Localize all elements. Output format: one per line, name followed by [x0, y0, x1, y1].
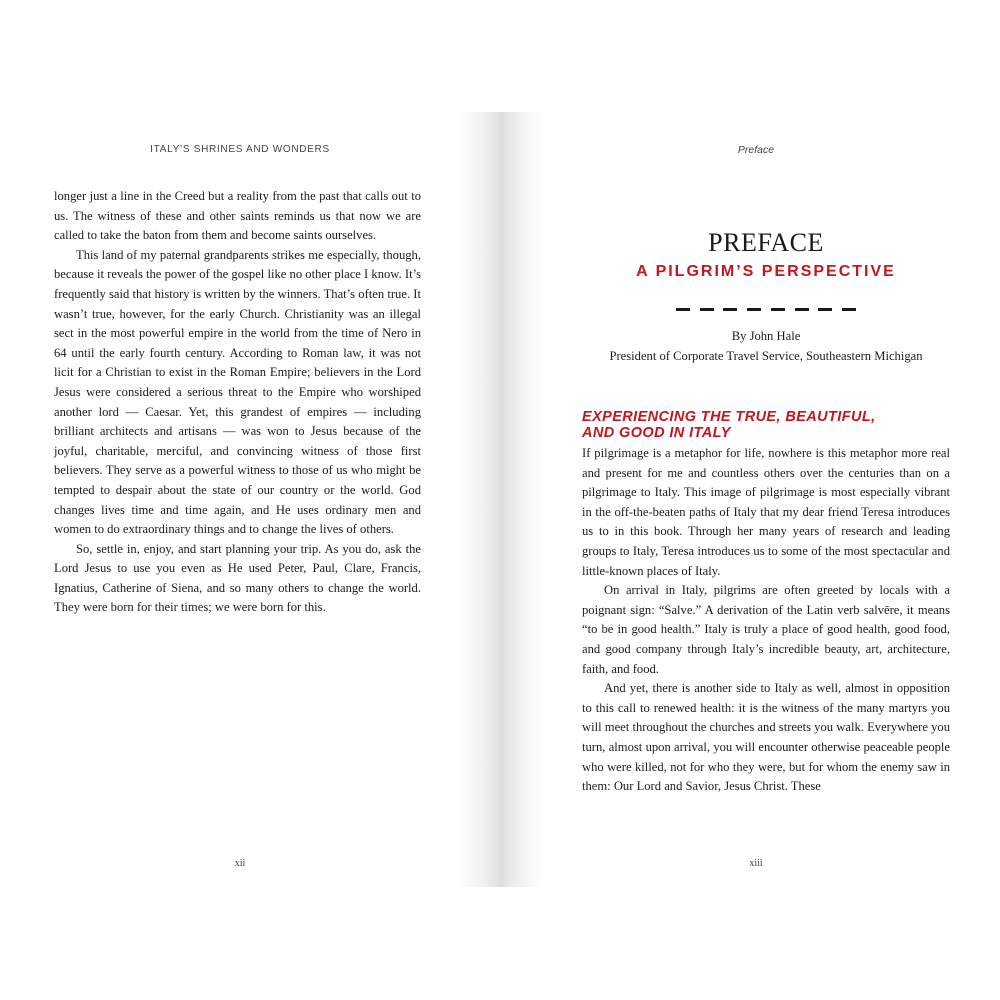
- chapter-title: PREFACE: [708, 228, 824, 257]
- left-running-head: ITALY’S SHRINES AND WONDERS: [150, 144, 330, 155]
- paragraph: longer just a line in the Creed but a reality from the past that calls out to us. The witness of these and other saints reminds us that now we are called to take the baton from them and become saints ourselves.: [54, 189, 421, 243]
- byline-name: By John Hale: [731, 329, 801, 343]
- byline: [582, 327, 950, 366]
- left-page-number: xii: [234, 858, 246, 869]
- right-page-number: xiii: [749, 858, 763, 869]
- paragraph: So, settle in, enjoy, and start planning your trip. As you do, ask the Lord Jesus to use you even as He used Peter, Paul, Clare, Francis, Ignatius, Catherine of Siena, and so many others to change the world. They were born for their times; we were born for this.: [54, 541, 421, 615]
- section-heading-line-2: AND GOOD IN ITALY: [582, 425, 731, 441]
- section-heading: [582, 409, 950, 441]
- right-body-text: [582, 444, 950, 797]
- right-page: [460, 0, 1000, 1000]
- right-running-head: Preface: [737, 144, 775, 156]
- dashed-divider: [676, 308, 856, 312]
- paragraph: If pilgrimage is a metaphor for life, nowhere is this metaphor more real and present for me and countless others over the centuries than on a pilgrimage to Italy. This image of pilgrimage is most especially vibrant in the off-the-beaten paths of Italy that my dear friend Teresa introduces us to in this book. Through her many years of research and leading groups to Italy, Teresa introduces us to some of the most spectacular and little-known places of Italy.: [582, 446, 950, 578]
- left-body-text: [54, 187, 421, 618]
- chapter-subtitle: A PILGRIM’S PERSPECTIVE: [636, 263, 896, 280]
- left-page: [0, 0, 460, 1000]
- paragraph: This land of my paternal grandparents strikes me especially, though, because it reveals the power of the gospel like no other place I know. It’s frequently said that history is written by the winners. That’s often true. It wasn’t true, however, for the early Church. Christianity was an illegal sect in the most powerful empire in the world from the time of Nero in 64 until the early fourth century. According to Roman law, it was not licit for a Christian to exist in the Roman Empire; believers in the Lord Jesus were considered a serious threat to the Empire who worshiped another lord — Caesar. Yet, this grandest of empires — including brilliant architects and artisans — was won to Jesus because of the joyful, charitable, merciful, and convincing witness of those first believers. They serve as a powerful witness to those of us who might be tempted to despair about the state of our country or the world. God changes lives time and time again, and He uses ordinary men and women to do extraordinary things and to change the lives of others.: [54, 247, 421, 537]
- paragraph: On arrival in Italy, pilgrims are often greeted by locals with a poignant sign: “Salve.” A derivation of the Latin verb salvēre, it means “to be in good health.” Italy is truly a place of good health, good food, and good company through Italy’s incredible beauty, art, architecture, faith, and food.: [582, 583, 950, 676]
- byline-role: President of Corporate Travel Service, Southeastern Michigan: [609, 348, 923, 363]
- paragraph: And yet, there is another side to Italy as well, almost in opposition to this call to renewed health: it is the witness of the many martyrs you will meet throughout the churches and streets you walk. Everywhere you turn, almost upon arrival, you will encounter otherwise peaceable people who were killed, not for who they were, but for whom the enemy saw in them: Our Lord and Savior, Jesus Christ. These: [582, 681, 950, 794]
- section-heading-line-1: EXPERIENCING THE TRUE, BEAUTIFUL,: [582, 409, 876, 425]
